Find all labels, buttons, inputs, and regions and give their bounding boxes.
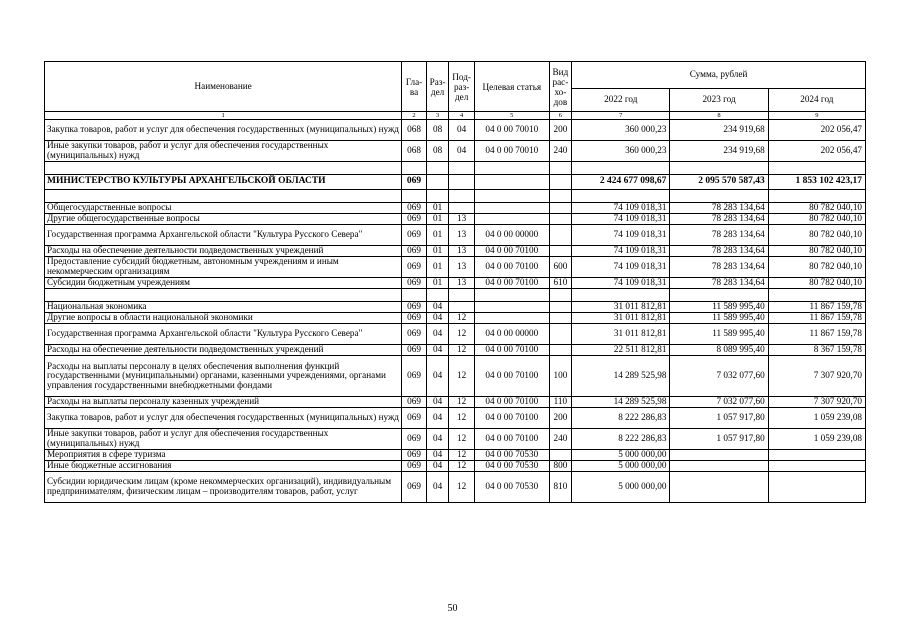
spacer-cell	[449, 190, 475, 203]
row-sum-2023: 78 283 134,64	[670, 257, 768, 278]
table-row	[45, 225, 866, 246]
row-sum-2024	[768, 450, 865, 461]
table-row	[45, 120, 866, 141]
row-sum-2022: 31 011 812,81	[572, 324, 670, 345]
table-row	[45, 257, 866, 278]
row-name: МИНИСТЕРСТВО КУЛЬТУРЫ АРХАНГЕЛЬСКОЙ ОБЛАСТИ	[45, 175, 402, 190]
spacer-cell	[572, 162, 670, 175]
row-razdel: 04	[426, 429, 449, 450]
table-row	[45, 356, 866, 397]
row-podrazdel	[449, 203, 475, 214]
row-sum-2024: 7 307 920,70	[768, 397, 865, 408]
row-sum-2023: 11 589 995,40	[670, 302, 768, 313]
table-row	[45, 397, 866, 408]
row-vid: 240	[549, 141, 572, 162]
table-row	[45, 141, 866, 162]
row-razdel: 04	[426, 408, 449, 429]
row-glava: 069	[402, 302, 427, 313]
row-vid	[549, 345, 572, 356]
spacer-cell	[549, 162, 572, 175]
row-target: 04 0 00 70100	[474, 356, 549, 397]
row-razdel: 08	[426, 120, 449, 141]
ministry-row	[45, 175, 866, 190]
row-sum-2024: 80 782 040,10	[768, 246, 865, 257]
row-target: 04 0 00 70010	[474, 141, 549, 162]
header-name: Наименование	[45, 62, 402, 112]
row-target: 04 0 00 70100	[474, 345, 549, 356]
spacer-cell	[670, 190, 768, 203]
row-name: Государственная программа Архангельской области "Культура Русского Севера"	[45, 324, 402, 345]
row-razdel: 01	[426, 257, 449, 278]
row-sum-2022: 74 109 018,31	[572, 203, 670, 214]
row-glava: 069	[402, 324, 427, 345]
row-target: 04 0 00 70100	[474, 408, 549, 429]
row-sum-2024: 1 059 239,08	[768, 408, 865, 429]
row-razdel: 04	[426, 461, 449, 472]
row-sum-2024: 80 782 040,10	[768, 214, 865, 225]
row-target: 04 0 00 70010	[474, 120, 549, 141]
row-name: Иные закупки товаров, работ и услуг для обеспечения государственных (муниципальных) нужд	[45, 141, 402, 162]
table-row	[45, 246, 866, 257]
row-sum-2024: 8 367 159,78	[768, 345, 865, 356]
table-row	[45, 203, 866, 214]
row-name: Субсидии бюджетным учреждениям	[45, 278, 402, 289]
row-target	[474, 302, 549, 313]
row-glava: 069	[402, 214, 427, 225]
row-sum-2024: 1 059 239,08	[768, 429, 865, 450]
row-razdel: 01	[426, 214, 449, 225]
table-row	[45, 408, 866, 429]
row-target: 04 0 00 70100	[474, 278, 549, 289]
row-name: Субсидии юридическим лицам (кроме некоммерческих организаций), индивидуальным предпринимателям, физическим лицам – производителям товаров, работ, услуг	[45, 472, 402, 503]
col-number: 2	[402, 112, 427, 120]
spacer-cell	[670, 162, 768, 175]
row-vid: 810	[549, 472, 572, 503]
row-glava: 068	[402, 141, 427, 162]
row-target	[474, 203, 549, 214]
table-row	[45, 302, 866, 313]
row-sum-2024: 11 867 159,78	[768, 302, 865, 313]
row-glava: 069	[402, 345, 427, 356]
row-glava: 069	[402, 429, 427, 450]
row-vid	[549, 175, 572, 190]
spacer-cell	[402, 162, 427, 175]
table-row	[45, 324, 866, 345]
spacer-cell	[572, 190, 670, 203]
row-sum-2024: 11 867 159,78	[768, 324, 865, 345]
spacer-cell	[45, 289, 402, 302]
row-podrazdel: 12	[449, 461, 475, 472]
column-number-row	[45, 112, 866, 120]
row-sum-2022: 74 109 018,31	[572, 257, 670, 278]
row-podrazdel: 13	[449, 246, 475, 257]
row-sum-2022: 31 011 812,81	[572, 313, 670, 324]
row-vid: 240	[549, 429, 572, 450]
row-vid	[549, 324, 572, 345]
row-razdel: 01	[426, 278, 449, 289]
row-glava: 069	[402, 472, 427, 503]
row-vid: 100	[549, 356, 572, 397]
spacer-cell	[768, 289, 865, 302]
spacer-cell	[768, 162, 865, 175]
row-sum-2023: 7 032 077,60	[670, 397, 768, 408]
row-target: 04 0 00 70100	[474, 397, 549, 408]
row-podrazdel: 12	[449, 429, 475, 450]
row-sum-2024: 80 782 040,10	[768, 278, 865, 289]
row-sum-2022: 5 000 000,00	[572, 472, 670, 503]
spacer-cell	[474, 190, 549, 203]
table-row	[45, 461, 866, 472]
row-sum-2024: 80 782 040,10	[768, 225, 865, 246]
row-target: 04 0 00 00000	[474, 225, 549, 246]
row-name: Национальная экономика	[45, 302, 402, 313]
row-sum-2024: 7 307 920,70	[768, 356, 865, 397]
row-name: Расходы на выплаты персоналу в целях обеспечения выполнения функций государственными (муниципальными) органами, казенными учреждениями, органами управления государственными внебюджетными фондами	[45, 356, 402, 397]
row-podrazdel: 12	[449, 397, 475, 408]
header-podrazdel: Под-раз-дел	[449, 62, 475, 112]
row-sum-2024: 11 867 159,78	[768, 313, 865, 324]
row-name: Общегосударственные вопросы	[45, 203, 402, 214]
row-glava: 069	[402, 461, 427, 472]
row-sum-2023: 7 032 077,60	[670, 356, 768, 397]
spacer-cell	[474, 289, 549, 302]
table-row	[45, 214, 866, 225]
row-sum-2022: 360 000,23	[572, 141, 670, 162]
row-sum-2023	[670, 461, 768, 472]
row-glava: 069	[402, 225, 427, 246]
row-podrazdel	[449, 175, 475, 190]
row-target: 04 0 00 70100	[474, 429, 549, 450]
row-target	[474, 214, 549, 225]
row-glava: 069	[402, 313, 427, 324]
header-vid: Вид рас-хо-дов	[549, 62, 572, 112]
header-glava: Гла-ва	[402, 62, 427, 112]
spacer-cell	[402, 190, 427, 203]
row-sum-2024: 80 782 040,10	[768, 257, 865, 278]
row-podrazdel: 13	[449, 214, 475, 225]
spacer-row	[45, 289, 866, 302]
row-name: Государственная программа Архангельской области "Культура Русского Севера"	[45, 225, 402, 246]
row-sum-2022: 22 511 812,81	[572, 345, 670, 356]
row-sum-2022: 5 000 000,00	[572, 461, 670, 472]
row-vid	[549, 313, 572, 324]
row-sum-2023: 11 589 995,40	[670, 313, 768, 324]
row-sum-2022: 360 000,23	[572, 120, 670, 141]
row-sum-2023: 234 919,68	[670, 141, 768, 162]
row-sum-2024: 202 056,47	[768, 120, 865, 141]
row-target: 04 0 00 70100	[474, 257, 549, 278]
row-sum-2023	[670, 450, 768, 461]
spacer-cell	[402, 289, 427, 302]
row-glava: 069	[402, 450, 427, 461]
row-sum-2023: 2 095 570 587,43	[670, 175, 768, 190]
row-vid	[549, 214, 572, 225]
row-name: Расходы на обеспечение деятельности подведомственных учреждений	[45, 345, 402, 356]
row-podrazdel: 13	[449, 225, 475, 246]
row-sum-2023: 8 089 995,40	[670, 345, 768, 356]
spacer-cell	[426, 289, 449, 302]
spacer-cell	[768, 190, 865, 203]
header-razdel: Раз-дел	[426, 62, 449, 112]
row-glava: 069	[402, 257, 427, 278]
row-razdel: 04	[426, 345, 449, 356]
header-year-2023: 2023 год	[670, 89, 768, 112]
row-podrazdel: 12	[449, 408, 475, 429]
row-name: Расходы на обеспечение деятельности подведомственных учреждений	[45, 246, 402, 257]
row-razdel: 08	[426, 141, 449, 162]
row-target: 04 0 00 00000	[474, 324, 549, 345]
row-vid: 600	[549, 257, 572, 278]
row-target: 04 0 00 70530	[474, 450, 549, 461]
row-podrazdel: 12	[449, 356, 475, 397]
row-glava: 069	[402, 175, 427, 190]
row-name: Иные закупки товаров, работ и услуг для обеспечения государственных (муниципальных) нужд	[45, 429, 402, 450]
col-number: 1	[45, 112, 402, 120]
spacer-cell	[549, 190, 572, 203]
row-razdel	[426, 175, 449, 190]
row-name: Другие общегосударственные вопросы	[45, 214, 402, 225]
page-number: 50	[447, 603, 458, 614]
row-target	[474, 175, 549, 190]
row-sum-2024: 202 056,47	[768, 141, 865, 162]
row-vid	[549, 302, 572, 313]
row-sum-2023	[670, 472, 768, 503]
row-vid: 610	[549, 278, 572, 289]
row-vid: 800	[549, 461, 572, 472]
row-sum-2022: 74 109 018,31	[572, 246, 670, 257]
row-sum-2022: 5 000 000,00	[572, 450, 670, 461]
row-target: 04 0 00 70100	[474, 246, 549, 257]
header-sum: Сумма, рублей	[572, 62, 866, 89]
header-year-2022: 2022 год	[572, 89, 670, 112]
row-glava: 069	[402, 397, 427, 408]
spacer-cell	[474, 162, 549, 175]
row-podrazdel: 12	[449, 324, 475, 345]
row-sum-2022: 74 109 018,31	[572, 225, 670, 246]
row-name: Мероприятия в сфере туризма	[45, 450, 402, 461]
budget-table-page	[44, 61, 866, 503]
row-vid: 110	[549, 397, 572, 408]
row-vid	[549, 450, 572, 461]
row-sum-2022: 14 289 525,98	[572, 397, 670, 408]
row-sum-2024: 80 782 040,10	[768, 203, 865, 214]
row-podrazdel: 13	[449, 257, 475, 278]
row-name: Предоставление субсидий бюджетным, автономным учреждениям и иным некоммерческим организациям	[45, 257, 402, 278]
row-podrazdel: 12	[449, 345, 475, 356]
row-vid: 200	[549, 120, 572, 141]
row-sum-2024: 1 853 102 423,17	[768, 175, 865, 190]
header-target: Целевая статья	[474, 62, 549, 112]
row-podrazdel: 04	[449, 141, 475, 162]
row-razdel: 04	[426, 313, 449, 324]
col-number: 6	[549, 112, 572, 120]
row-sum-2023: 78 283 134,64	[670, 278, 768, 289]
row-vid	[549, 203, 572, 214]
spacer-cell	[45, 190, 402, 203]
spacer-cell	[549, 289, 572, 302]
table-row	[45, 429, 866, 450]
row-sum-2023: 234 919,68	[670, 120, 768, 141]
row-glava: 069	[402, 408, 427, 429]
row-podrazdel	[449, 302, 475, 313]
col-number: 5	[474, 112, 549, 120]
row-target: 04 0 00 70530	[474, 472, 549, 503]
spacer-row	[45, 162, 866, 175]
col-number: 3	[426, 112, 449, 120]
row-glava: 069	[402, 246, 427, 257]
spacer-cell	[572, 289, 670, 302]
row-vid	[549, 246, 572, 257]
row-sum-2022: 8 222 286,83	[572, 408, 670, 429]
row-vid	[549, 225, 572, 246]
spacer-cell	[426, 162, 449, 175]
row-sum-2023: 78 283 134,64	[670, 246, 768, 257]
row-vid: 200	[549, 408, 572, 429]
row-target	[474, 313, 549, 324]
row-name: Закупка товаров, работ и услуг для обеспечения государственных (муниципальных) нужд	[45, 408, 402, 429]
row-name: Иные бюджетные ассигнования	[45, 461, 402, 472]
row-glava: 069	[402, 356, 427, 397]
row-name: Закупка товаров, работ и услуг для обеспечения государственных (муниципальных) нужд	[45, 120, 402, 141]
row-podrazdel: 13	[449, 278, 475, 289]
table-row	[45, 313, 866, 324]
col-number: 9	[768, 112, 865, 120]
row-sum-2022: 74 109 018,31	[572, 214, 670, 225]
row-razdel: 01	[426, 203, 449, 214]
row-sum-2023: 78 283 134,64	[670, 225, 768, 246]
row-glava: 068	[402, 120, 427, 141]
row-sum-2023: 1 057 917,80	[670, 429, 768, 450]
row-name: Расходы на выплаты персоналу казенных учреждений	[45, 397, 402, 408]
row-glava: 069	[402, 278, 427, 289]
row-razdel: 04	[426, 302, 449, 313]
table-row	[45, 278, 866, 289]
table-row	[45, 472, 866, 503]
col-number: 4	[449, 112, 475, 120]
row-sum-2022: 74 109 018,31	[572, 278, 670, 289]
spacer-cell	[670, 289, 768, 302]
row-sum-2022: 14 289 525,98	[572, 356, 670, 397]
row-razdel: 01	[426, 246, 449, 257]
table-row	[45, 450, 866, 461]
row-target: 04 0 00 70530	[474, 461, 549, 472]
header-year-2024: 2024 год	[768, 89, 865, 112]
budget-table	[44, 61, 866, 503]
col-number: 8	[670, 112, 768, 120]
spacer-cell	[45, 162, 402, 175]
row-sum-2024	[768, 472, 865, 503]
col-number: 7	[572, 112, 670, 120]
row-razdel: 04	[426, 356, 449, 397]
row-razdel: 01	[426, 225, 449, 246]
row-razdel: 04	[426, 472, 449, 503]
row-name: Другие вопросы в области национальной экономики	[45, 313, 402, 324]
spacer-cell	[449, 162, 475, 175]
table-header	[45, 62, 866, 120]
table-row	[45, 345, 866, 356]
spacer-cell	[426, 190, 449, 203]
row-razdel: 04	[426, 450, 449, 461]
row-podrazdel: 04	[449, 120, 475, 141]
spacer-cell	[449, 289, 475, 302]
row-podrazdel: 12	[449, 450, 475, 461]
row-sum-2022: 2 424 677 098,67	[572, 175, 670, 190]
row-sum-2024	[768, 461, 865, 472]
row-podrazdel: 12	[449, 472, 475, 503]
table-body	[45, 120, 866, 503]
row-glava: 069	[402, 203, 427, 214]
spacer-row	[45, 190, 866, 203]
row-sum-2023: 78 283 134,64	[670, 203, 768, 214]
row-razdel: 04	[426, 324, 449, 345]
row-sum-2022: 31 011 812,81	[572, 302, 670, 313]
row-podrazdel: 12	[449, 313, 475, 324]
row-sum-2023: 78 283 134,64	[670, 214, 768, 225]
row-sum-2022: 8 222 286,83	[572, 429, 670, 450]
row-sum-2023: 11 589 995,40	[670, 324, 768, 345]
row-sum-2023: 1 057 917,80	[670, 408, 768, 429]
row-razdel: 04	[426, 397, 449, 408]
